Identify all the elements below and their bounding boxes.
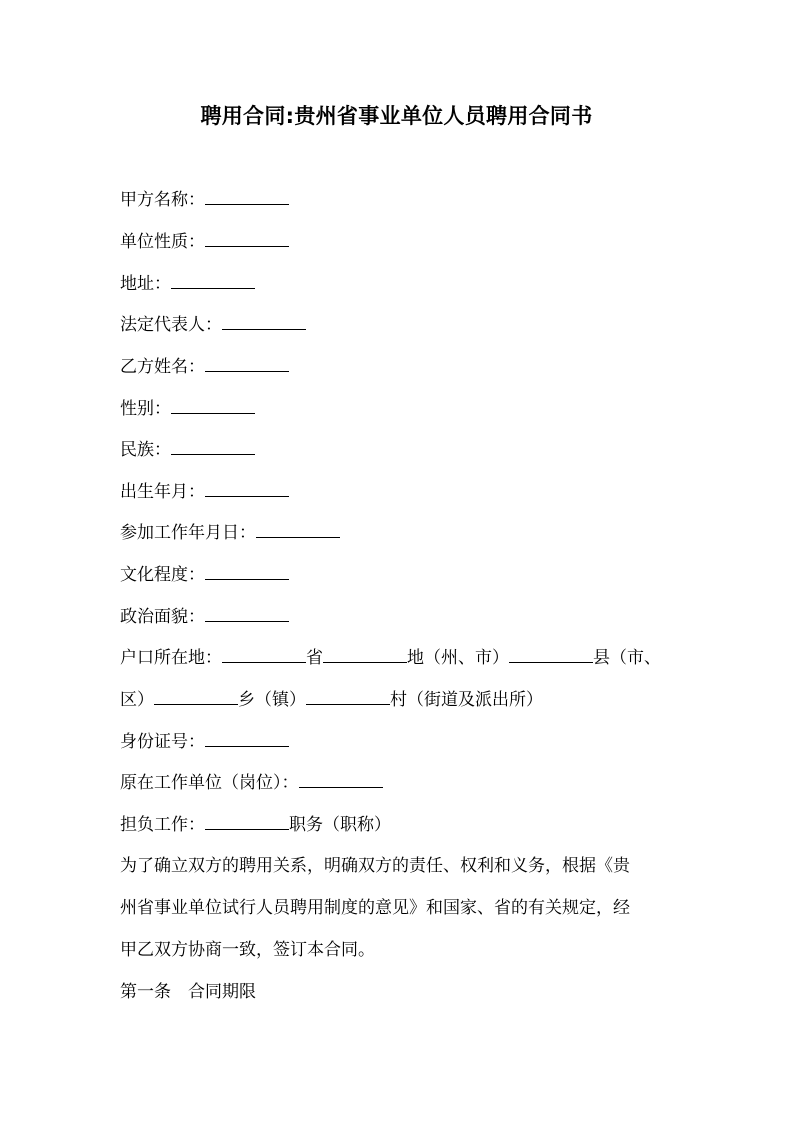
- field-work-start-date: [120, 519, 340, 547]
- residence-county: 县（市、: [593, 648, 661, 668]
- field-label: 乙方姓名：: [120, 357, 205, 377]
- residence-prefecture: 地（州、市）: [407, 648, 509, 668]
- fill-blank: [205, 730, 289, 747]
- fill-blank: [154, 688, 238, 705]
- duty-title-label: 职务（职称）: [289, 815, 391, 835]
- field-residence-line1: [120, 644, 661, 672]
- field-ethnicity: [120, 436, 255, 464]
- document-title: 聘用合同:贵州省事业单位人员聘用合同书: [200, 104, 593, 128]
- fill-blank: [171, 272, 255, 289]
- fill-blank: [205, 480, 289, 497]
- fill-blank: [509, 646, 593, 663]
- fill-blank: [171, 397, 255, 414]
- fill-blank: [205, 605, 289, 622]
- preamble-line: 州省事业单位试行人员聘用制度的意见》和国家、省的有关规定，经: [120, 898, 630, 918]
- preamble-line: 为了确立双方的聘用关系，明确双方的责任、权利和义务，根据《贵: [120, 856, 630, 876]
- field-unit-nature: [120, 228, 289, 256]
- field-label: 户口所在地：: [120, 648, 222, 668]
- field-original-unit: [120, 769, 383, 797]
- preamble-line: 甲乙双方协商一致，签订本合同。: [120, 940, 375, 960]
- field-label: 民族：: [120, 440, 171, 460]
- field-label: 出生年月：: [120, 482, 205, 502]
- field-party-b-name: [120, 353, 289, 381]
- field-residence-line2: [120, 686, 543, 714]
- fill-blank: [256, 521, 340, 538]
- field-gender: [120, 395, 255, 423]
- residence-province: 省: [306, 648, 323, 668]
- field-label: 法定代表人：: [120, 315, 222, 335]
- article-heading: 第一条 合同期限: [120, 982, 256, 1002]
- field-label: 文化程度：: [120, 565, 205, 585]
- field-legal-representative: [120, 311, 306, 339]
- field-address: [120, 270, 255, 298]
- fill-blank: [205, 813, 289, 830]
- field-label: 政治面貌：: [120, 607, 205, 627]
- field-label: 性别：: [120, 399, 171, 419]
- field-label: 参加工作年月日：: [120, 523, 256, 543]
- fill-blank: [205, 355, 289, 372]
- field-id-number: [120, 728, 289, 756]
- fill-blank: [205, 563, 289, 580]
- field-label: 担负工作：: [120, 815, 205, 835]
- residence-village: 村（街道及派出所）: [390, 690, 543, 710]
- field-birth-date: [120, 478, 289, 506]
- fill-blank: [306, 688, 390, 705]
- fill-blank: [205, 230, 289, 247]
- fill-blank: [222, 313, 306, 330]
- field-political-status: [120, 603, 289, 631]
- field-label: 原在工作单位（岗位）：: [120, 773, 299, 793]
- field-label: 地址：: [120, 274, 171, 294]
- fill-blank: [299, 771, 383, 788]
- field-duty: [120, 811, 391, 839]
- residence-district: 区）: [120, 690, 154, 710]
- field-label: 甲方名称：: [120, 190, 205, 210]
- fill-blank: [323, 646, 407, 663]
- fill-blank: [171, 438, 255, 455]
- field-label: 单位性质：: [120, 232, 205, 252]
- field-party-a-name: [120, 186, 289, 214]
- residence-township: 乡（镇）: [238, 690, 306, 710]
- fill-blank: [222, 646, 306, 663]
- field-education: [120, 561, 289, 589]
- field-label: 身份证号：: [120, 732, 205, 752]
- fill-blank: [205, 188, 289, 205]
